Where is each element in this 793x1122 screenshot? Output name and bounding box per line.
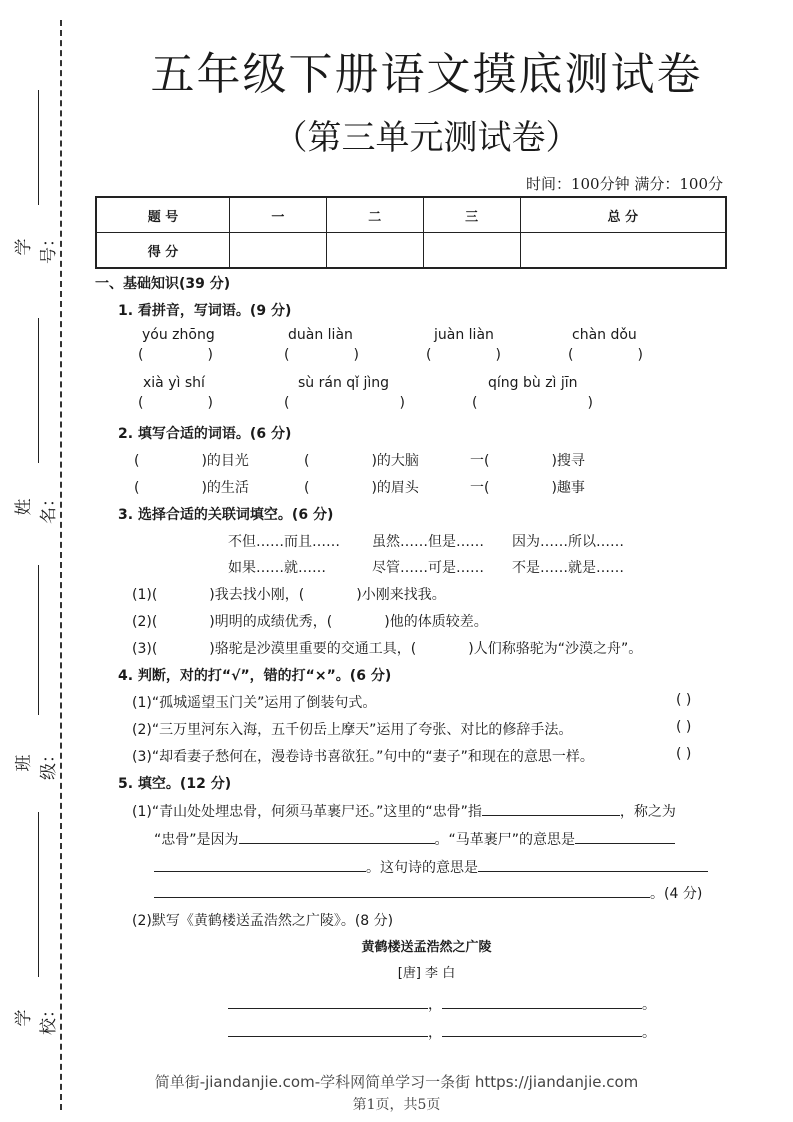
question-title: 2. 填写合适的词语。(6 分) (118, 426, 292, 442)
poem-title: 黄鹤楼送孟浩然之广陵 (361, 940, 492, 955)
question-title: 3. 选择合适的关联词填空。(6 分) (118, 507, 334, 523)
option: 不是……就是…… (512, 560, 624, 576)
answer-bracket[interactable]: ( ) (284, 347, 359, 363)
fill-item[interactable]: 一( )趣事 (470, 480, 585, 496)
table-row (96, 197, 726, 233)
student-id-label: 学号： (14, 230, 59, 264)
option: 如果……就…… (228, 560, 326, 576)
table-row (96, 233, 726, 269)
table-header: 一 (230, 197, 327, 233)
fill-item[interactable]: ( )的目光 (134, 453, 249, 469)
class-line (38, 565, 39, 715)
table-header: 二 (326, 197, 423, 233)
sentence[interactable]: (3)( )骆驼是沙漠里重要的交通工具，( )人们称骆驼为“沙漠之舟”。 (132, 641, 643, 657)
answer-bracket[interactable]: ( ) (568, 347, 643, 363)
table-header: 题 号 (96, 197, 230, 233)
answer-bracket[interactable]: ( ) (138, 347, 213, 363)
page-subtitle: （第三单元测试卷） (273, 118, 580, 158)
poem-line[interactable]: ， 。 (228, 994, 656, 1014)
score-cell (520, 233, 726, 269)
score-cell (423, 233, 520, 269)
fill-line[interactable]: 。这句诗的意思是 (154, 857, 708, 877)
judge-item: (1)“孤城遥望玉门关”运用了倒装句式。 (132, 695, 377, 711)
table-header: 总 分 (520, 197, 726, 233)
judge-bracket[interactable]: ( ) (676, 692, 692, 708)
fill-line[interactable]: 。(4 分) (154, 883, 702, 903)
fill-item[interactable]: ( )的生活 (134, 480, 249, 496)
fill-item[interactable]: ( )的眉头 (304, 480, 419, 496)
option: 尽管……可是…… (372, 560, 484, 576)
judge-bracket[interactable]: ( ) (676, 719, 692, 735)
table-header: 三 (423, 197, 520, 233)
sentence[interactable]: (1)( )我去找小刚，( )小刚来找我。 (132, 587, 446, 603)
question-title: 4. 判断，对的打“√”，错的打“×”。(6 分) (118, 668, 392, 684)
judge-item: (2)“三万里河东入海，五千仞岳上摩天”运用了夸张、对比的修辞手法。 (132, 722, 573, 738)
fill-line[interactable]: “忠骨”是因为 。“马革裹尸”的意思是 (154, 829, 675, 849)
footer-site: 简单街-jiandanjie.com-学科网简单学习一条街 https://jiandanjie.com (154, 1073, 639, 1091)
question-title: 5. 填空。(12 分) (118, 776, 232, 792)
question-subtitle: (2)默写《黄鹤楼送孟浩然之广陵》。(8 分) (132, 913, 394, 929)
judge-bracket[interactable]: ( ) (676, 746, 692, 762)
option: 因为……所以…… (512, 534, 624, 550)
answer-bracket[interactable]: ( ) (426, 347, 501, 363)
fill-line[interactable]: (1)“青山处处埋忠骨，何须马革裹尸还。”这里的“忠骨”指 ，称之为 (132, 801, 676, 821)
judge-item: (3)“却看妻子愁何在，漫卷诗书喜欲狂。”句中的“妻子”和现在的意思一样。 (132, 749, 594, 765)
school-label: 学校： (14, 1001, 59, 1035)
option: 虽然……但是…… (372, 534, 484, 550)
score-table (95, 196, 727, 269)
section-title: 一、基础知识(39 分) (95, 276, 231, 292)
fill-item[interactable]: ( )的大脑 (304, 453, 419, 469)
option: 不但……而且…… (228, 534, 340, 550)
page-number: 第1页，共5页 (352, 1097, 441, 1113)
class-label: 班级： (14, 746, 59, 780)
poem-author: [唐] 李 白 (397, 966, 456, 981)
answer-bracket[interactable]: ( ) (472, 395, 593, 411)
score-cell (326, 233, 423, 269)
pinyin: xià yì shí (143, 375, 205, 391)
pinyin: sù rán qǐ jìng (298, 375, 390, 391)
name-label: 姓名： (14, 490, 59, 524)
pinyin: juàn liàn (434, 327, 494, 343)
page-title: 五年级下册语文摸底测试卷 (150, 49, 703, 100)
score-cell (230, 233, 327, 269)
pinyin: chàn dǒu (572, 327, 637, 343)
exam-meta: 时间：100分钟 满分：100分 (525, 175, 723, 193)
poem-line[interactable]: ， 。 (228, 1022, 656, 1042)
name-line (38, 318, 39, 463)
pinyin: qíng bù zì jīn (488, 375, 578, 391)
pinyin: duàn liàn (288, 327, 353, 343)
answer-bracket[interactable]: ( ) (138, 395, 213, 411)
pinyin: yóu zhōng (142, 327, 215, 343)
fill-item[interactable]: 一( )搜寻 (470, 453, 585, 469)
row-label: 得 分 (96, 233, 230, 269)
question-title: 1. 看拼音，写词语。(9 分) (118, 303, 292, 319)
sentence[interactable]: (2)( )明明的成绩优秀，( )他的体质较差。 (132, 614, 488, 630)
answer-bracket[interactable]: ( ) (284, 395, 405, 411)
